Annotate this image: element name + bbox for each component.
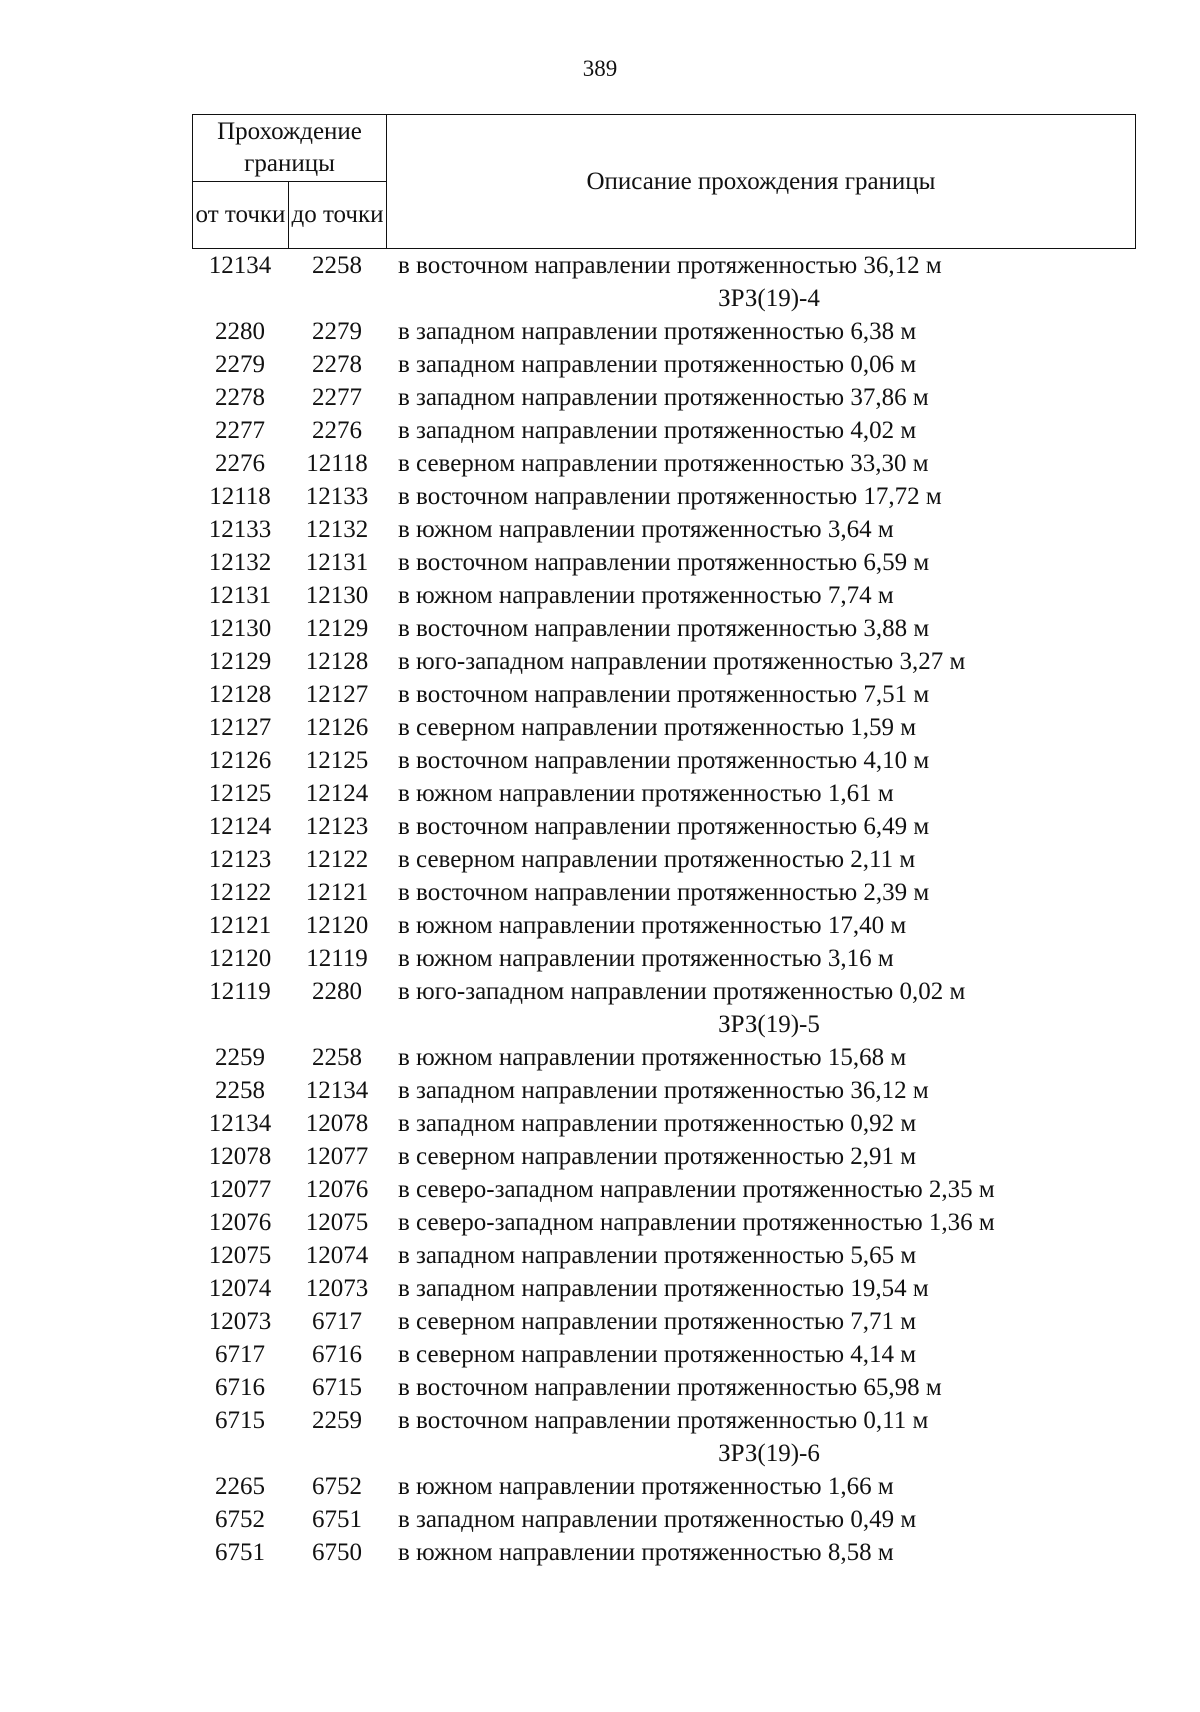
boundary-description: в западном направлении протяженностью 19,54 м	[398, 1275, 929, 1302]
from-point: 12130	[208, 615, 272, 642]
from-point: 6715	[215, 1407, 265, 1434]
table-row	[192, 414, 1136, 447]
to-point: 12076	[305, 1176, 369, 1203]
table-row	[192, 612, 1136, 645]
header-description: Описание прохождения границы	[387, 115, 1136, 249]
boundary-description: в западном направлении протяженностью 36,12 м	[398, 1077, 929, 1104]
table-row	[192, 909, 1136, 942]
table-row	[192, 1239, 1136, 1272]
to-point: 12123	[305, 813, 369, 840]
from-point: 6716	[215, 1374, 265, 1401]
from-point: 12132	[208, 549, 272, 576]
boundary-table	[192, 114, 1136, 1569]
from-point: 12122	[208, 879, 272, 906]
to-point: 6752	[312, 1473, 362, 1500]
boundary-description: в юго-западном направлении протяженностью 3,27 м	[398, 648, 966, 675]
boundary-description: в западном направлении протяженностью 4,02 м	[398, 417, 917, 444]
boundary-description: в западном направлении протяженностью 0,92 м	[398, 1110, 917, 1137]
to-point: 2258	[312, 252, 362, 279]
table-row	[192, 645, 1136, 678]
table-row	[192, 777, 1136, 810]
to-point: 12130	[305, 582, 369, 609]
from-point: 12131	[208, 582, 272, 609]
to-point: 12078	[305, 1110, 369, 1137]
from-point: 12120	[208, 945, 272, 972]
boundary-description: в южном направлении протяженностью 7,74 м	[398, 582, 894, 609]
boundary-description: в восточном направлении протяженностью 2,39 м	[398, 879, 930, 906]
boundary-description: в восточном направлении протяженностью 36,12 м	[398, 252, 942, 279]
boundary-description: в восточном направлении протяженностью 17,72 м	[398, 483, 942, 510]
table-row	[192, 315, 1136, 348]
to-point: 6715	[312, 1374, 362, 1401]
page-number: 389	[582, 56, 618, 81]
boundary-description: в северном направлении протяженностью 2,11 м	[398, 846, 916, 873]
from-point: 2280	[215, 318, 265, 345]
boundary-description: в южном направлении протяженностью 3,64 м	[398, 516, 894, 543]
to-point: 2258	[312, 1044, 362, 1071]
section-title	[192, 1008, 1136, 1041]
to-point: 2259	[312, 1407, 362, 1434]
section-title-text: ЗРЗ(19)-4	[718, 285, 820, 312]
to-point: 12124	[305, 780, 369, 807]
to-point: 12118	[306, 450, 368, 477]
boundary-description: в западном направлении протяженностью 5,65 м	[398, 1242, 917, 1269]
table-row	[192, 1107, 1136, 1140]
boundary-description: в южном направлении протяженностью 8,58 м	[398, 1539, 894, 1566]
section-title-text: ЗРЗ(19)-6	[718, 1440, 820, 1467]
boundary-description: в северном направлении протяженностью 1,59 м	[398, 714, 917, 741]
table-row	[192, 348, 1136, 381]
table-row	[192, 513, 1136, 546]
boundary-description: в северном направлении протяженностью 33,30 м	[398, 450, 929, 477]
boundary-description: в восточном направлении протяженностью 7,51 м	[398, 681, 930, 708]
to-point: 6717	[312, 1308, 362, 1335]
boundary-description: в северном направлении протяженностью 2,91 м	[398, 1143, 917, 1170]
from-point: 12134	[208, 252, 272, 279]
from-point: 12077	[208, 1176, 272, 1203]
to-point: 12121	[305, 879, 369, 906]
to-point: 12125	[305, 747, 369, 774]
table-row	[192, 1371, 1136, 1404]
to-point: 12131	[305, 549, 369, 576]
to-point: 12077	[305, 1143, 369, 1170]
to-point: 12075	[305, 1209, 369, 1236]
to-point: 12134	[305, 1077, 369, 1104]
from-point: 6717	[215, 1341, 265, 1368]
from-point: 2265	[215, 1473, 265, 1500]
boundary-description: в северном направлении протяженностью 4,14 м	[398, 1341, 917, 1368]
to-point: 12132	[305, 516, 369, 543]
boundary-description: в южном направлении протяженностью 1,66 м	[398, 1473, 894, 1500]
from-point: 2276	[215, 450, 265, 477]
from-point: 12133	[208, 516, 272, 543]
to-point: 6750	[312, 1539, 362, 1566]
boundary-description: в восточном направлении протяженностью 4,10 м	[398, 747, 930, 774]
from-point: 2279	[215, 351, 265, 378]
table-row	[192, 381, 1136, 414]
table-row	[192, 1140, 1136, 1173]
from-point: 6752	[215, 1506, 265, 1533]
to-point: 12119	[306, 945, 368, 972]
section-title-text: ЗРЗ(19)-5	[718, 1011, 820, 1038]
table-row	[192, 744, 1136, 777]
header-boundary-passage: Прохождение границы	[193, 115, 387, 182]
boundary-description: в северо-западном направлении протяженностью 2,35 м	[398, 1176, 995, 1203]
section-title	[192, 282, 1136, 315]
from-point: 12075	[208, 1242, 272, 1269]
to-point: 6751	[312, 1506, 362, 1533]
table-row	[192, 1041, 1136, 1074]
from-point: 12128	[208, 681, 272, 708]
table-row	[192, 249, 1136, 282]
to-point: 12120	[305, 912, 369, 939]
from-point: 12078	[208, 1143, 272, 1170]
from-point: 6751	[215, 1539, 265, 1566]
boundary-description: в восточном направлении протяженностью 6,59 м	[398, 549, 930, 576]
from-point: 2278	[215, 384, 265, 411]
boundary-description: в западном направлении протяженностью 0,06 м	[398, 351, 917, 378]
boundary-description: в северо-западном направлении протяженностью 1,36 м	[398, 1209, 995, 1236]
from-point: 12118	[209, 483, 271, 510]
table-body	[192, 249, 1136, 1569]
boundary-description: в южном направлении протяженностью 15,68 м	[398, 1044, 907, 1071]
from-point: 2258	[215, 1077, 265, 1104]
to-point: 2276	[312, 417, 362, 444]
boundary-description: в восточном направлении протяженностью 0,11 м	[398, 1407, 929, 1434]
table-row	[192, 1074, 1136, 1107]
to-point: 12074	[305, 1242, 369, 1269]
table-row	[192, 480, 1136, 513]
table-row	[192, 1206, 1136, 1239]
to-point: 12073	[305, 1275, 369, 1302]
table-row	[192, 1536, 1136, 1569]
to-point: 2280	[312, 978, 362, 1005]
from-point: 12134	[208, 1110, 272, 1137]
to-point: 12122	[305, 846, 369, 873]
table-row	[192, 1272, 1136, 1305]
table-row	[192, 546, 1136, 579]
boundary-description: в восточном направлении протяженностью 3,88 м	[398, 615, 930, 642]
from-point: 12126	[208, 747, 272, 774]
table-row	[192, 843, 1136, 876]
from-point: 12121	[208, 912, 272, 939]
boundary-description: в южном направлении протяженностью 1,61 м	[398, 780, 894, 807]
from-point: 12076	[208, 1209, 272, 1236]
from-point: 12125	[208, 780, 272, 807]
boundary-description: в южном направлении протяженностью 3,16 м	[398, 945, 894, 972]
boundary-description: в северном направлении протяженностью 7,71 м	[398, 1308, 917, 1335]
to-point: 2279	[312, 318, 362, 345]
table-row	[192, 678, 1136, 711]
table-row	[192, 1470, 1136, 1503]
table-row	[192, 1173, 1136, 1206]
to-point: 12129	[305, 615, 369, 642]
from-point: 12074	[208, 1275, 272, 1302]
from-point: 12127	[208, 714, 272, 741]
from-point: 12123	[208, 846, 272, 873]
from-point: 12119	[209, 978, 271, 1005]
boundary-description: в западном направлении протяженностью 6,38 м	[398, 318, 917, 345]
table-row	[192, 810, 1136, 843]
from-point: 12129	[208, 648, 272, 675]
from-point: 12124	[208, 813, 272, 840]
table-row	[192, 942, 1136, 975]
table-row	[192, 1503, 1136, 1536]
table-row	[192, 876, 1136, 909]
to-point: 12128	[305, 648, 369, 675]
to-point: 12127	[305, 681, 369, 708]
boundary-description: в южном направлении протяженностью 17,40 м	[398, 912, 907, 939]
table-row	[192, 711, 1136, 744]
boundary-description: в юго-западном направлении протяженностью 0,02 м	[398, 978, 966, 1005]
to-point: 6716	[312, 1341, 362, 1368]
from-point: 2259	[215, 1044, 265, 1071]
to-point: 2278	[312, 351, 362, 378]
table-row	[192, 579, 1136, 612]
from-point: 2277	[215, 417, 265, 444]
table-row	[192, 447, 1136, 480]
to-point: 2277	[312, 384, 362, 411]
section-title	[192, 1437, 1136, 1470]
header-from-point: от точки	[193, 182, 289, 249]
boundary-description: в восточном направлении протяженностью 6,49 м	[398, 813, 930, 840]
table-row	[192, 1305, 1136, 1338]
table-header	[192, 114, 1136, 249]
boundary-description: в восточном направлении протяженностью 65,98 м	[398, 1374, 942, 1401]
to-point: 12133	[305, 483, 369, 510]
table-row	[192, 1338, 1136, 1371]
header-to-point: до точки	[289, 182, 387, 249]
from-point: 12073	[208, 1308, 272, 1335]
table-row	[192, 975, 1136, 1008]
to-point: 12126	[305, 714, 369, 741]
table-row	[192, 1404, 1136, 1437]
boundary-description: в западном направлении протяженностью 0,49 м	[398, 1506, 917, 1533]
boundary-description: в западном направлении протяженностью 37,86 м	[398, 384, 929, 411]
